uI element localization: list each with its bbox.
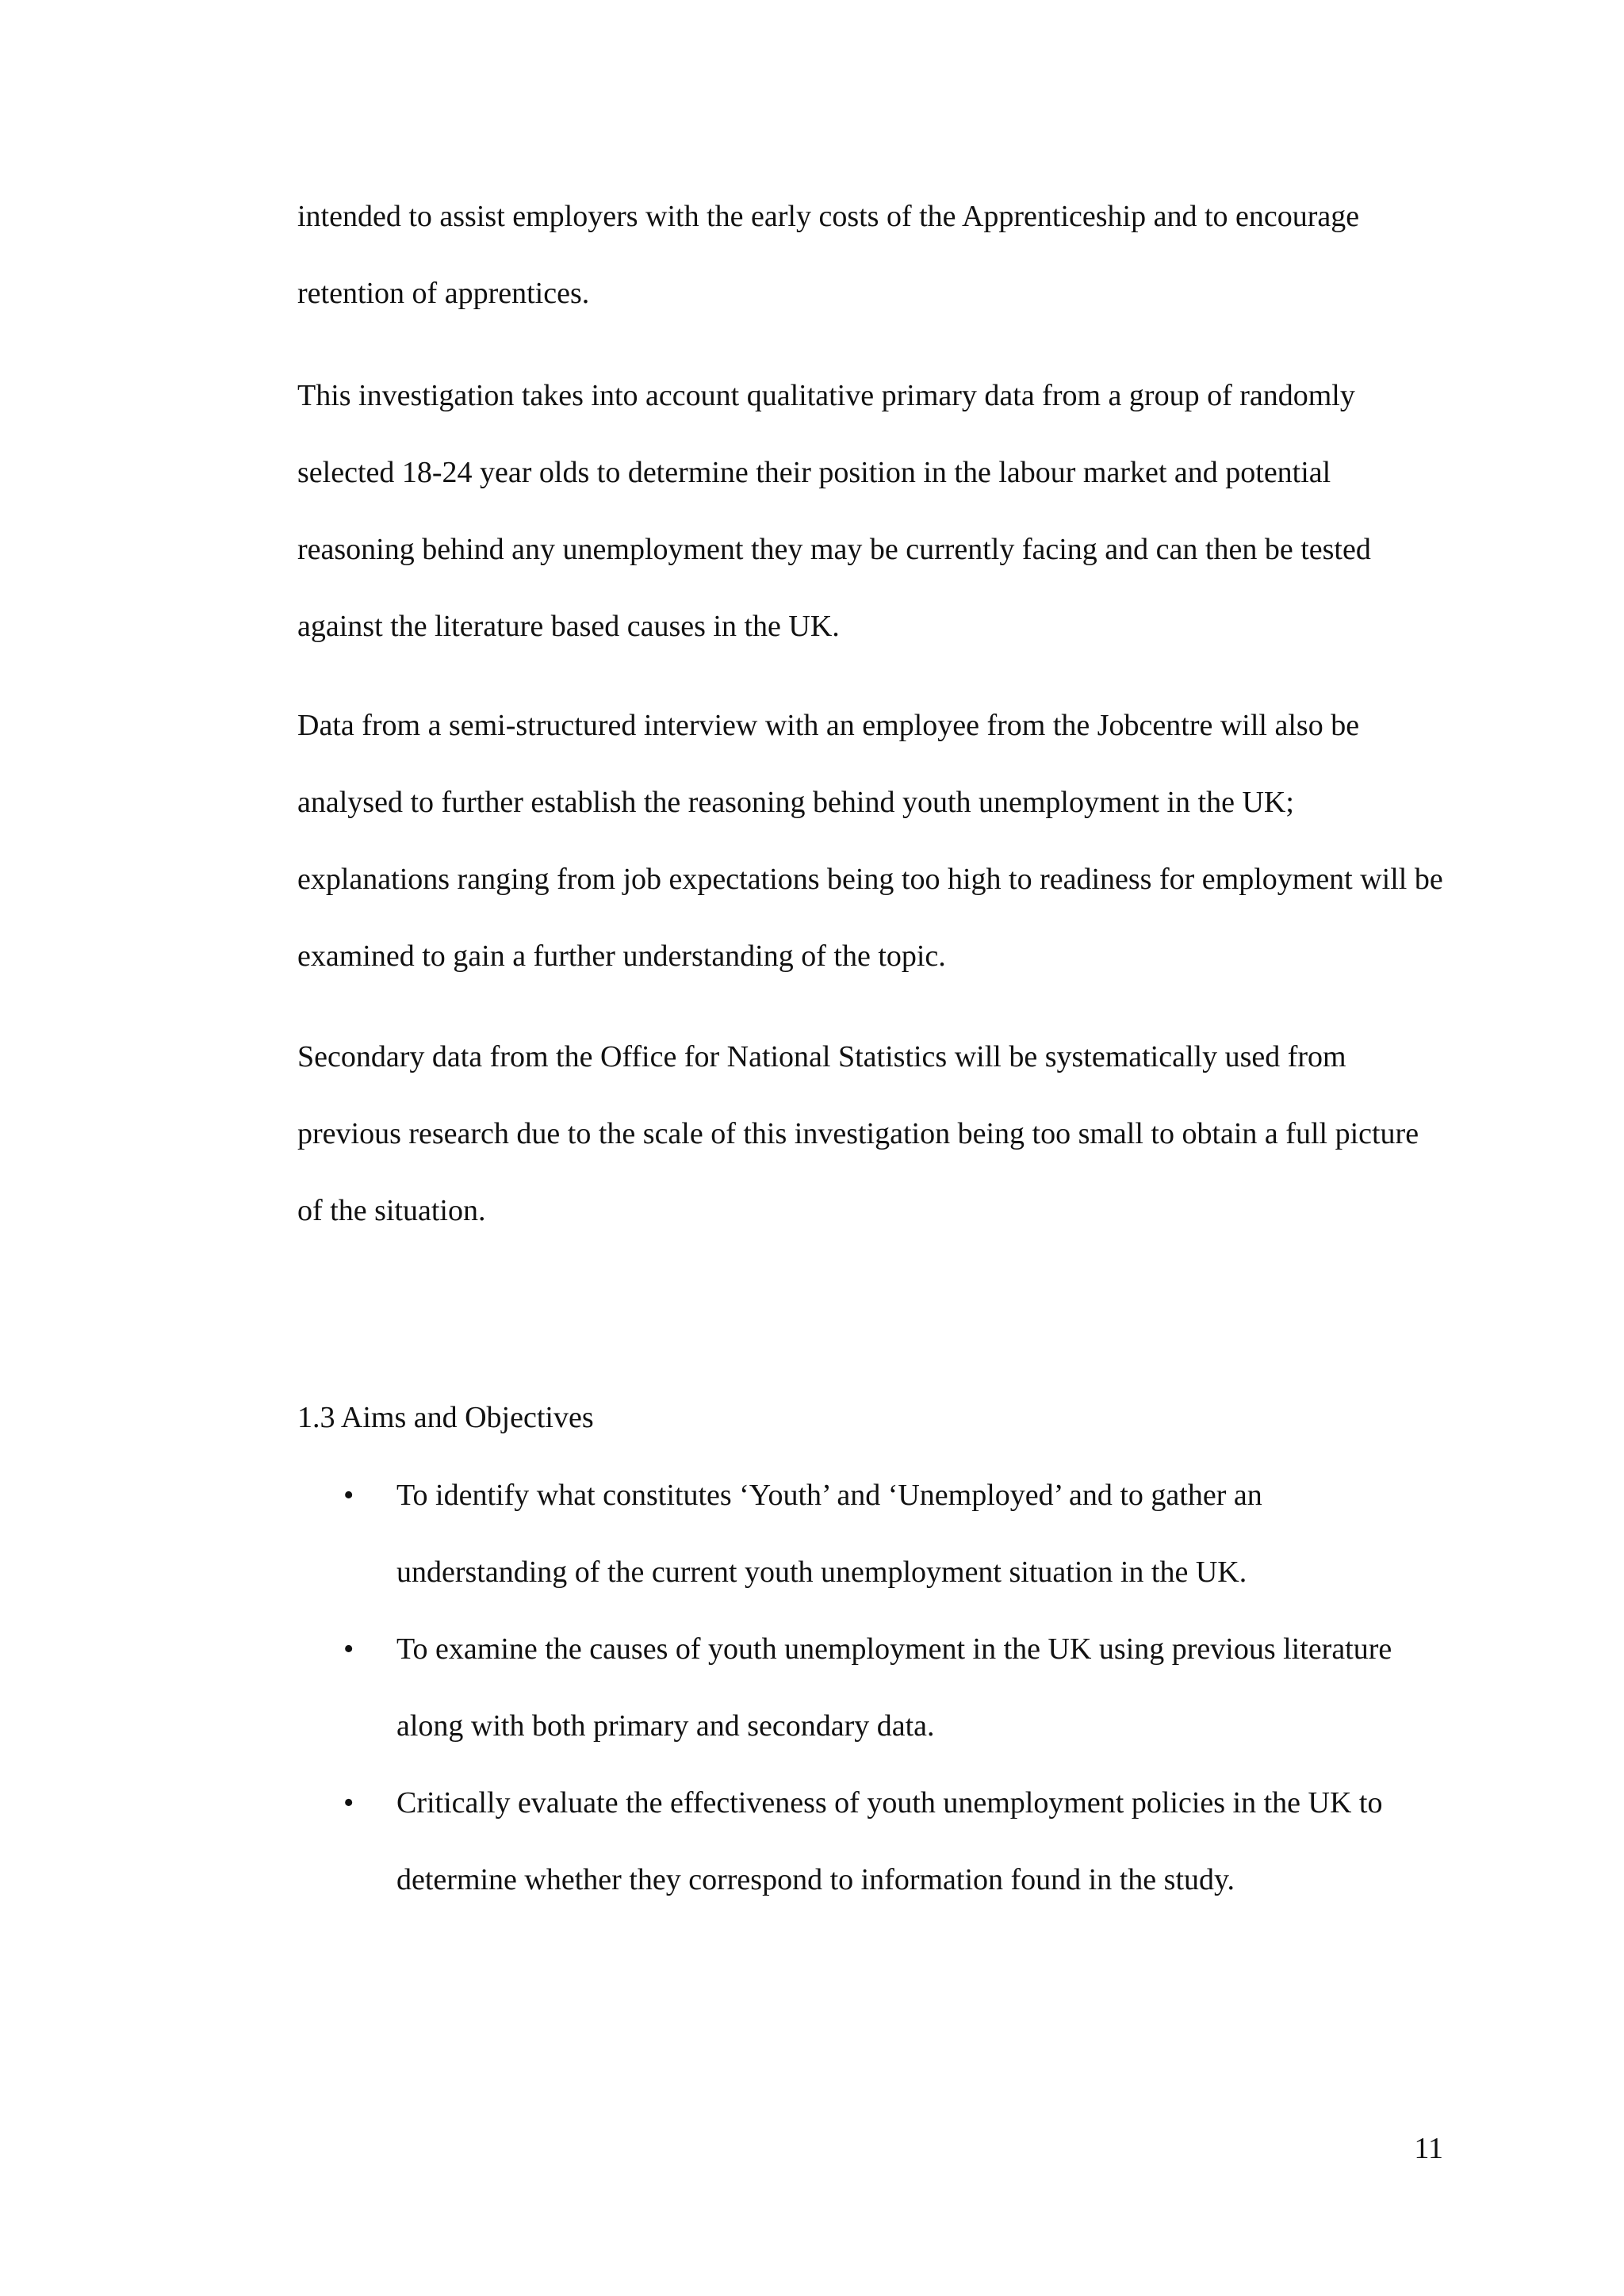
aims-bullet-list xyxy=(0,1457,1624,1919)
bullet-icon: • xyxy=(343,1786,354,1820)
list-item xyxy=(0,1611,1624,1765)
list-item-text: To examine the causes of youth unemployment in the UK using previous literature along with both primary and secondary data. xyxy=(396,1632,1392,1743)
bullet-icon: • xyxy=(343,1479,354,1512)
list-item xyxy=(0,1765,1624,1919)
section-heading-aims: 1.3 Aims and Objectives xyxy=(297,1401,594,1434)
bullet-icon: • xyxy=(343,1632,354,1666)
list-item xyxy=(0,1457,1624,1611)
list-item-text: To identify what constitutes ‘Youth’ and ‘Unemployed’ and to gather an understanding of the current youth unemployment situation in the UK. xyxy=(396,1479,1262,1589)
page-number: 11 xyxy=(1414,2132,1443,2165)
paragraph-apprenticeship-costs: intended to assist employers with the early costs of the Apprenticeship and to encourage retention of apprentices. xyxy=(297,200,1360,310)
paragraph-secondary-data: Secondary data from the Office for National Statistics will be systematically used from previous research due to the scale of this investigation being too small to obtain a full picture of the situation. xyxy=(297,1040,1419,1227)
paragraph-interview-data: Data from a semi-structured interview with an employee from the Jobcentre will also be analysed to further establish the reasoning behind youth unemployment in the UK; explanations ranging from job expectations being too high to readiness for employment will be examined to gain a further understanding of the topic. xyxy=(297,709,1443,973)
list-item-text: Critically evaluate the effectiveness of youth unemployment policies in the UK to determine whether they correspond to information found in the study. xyxy=(396,1786,1383,1896)
paragraph-primary-data: This investigation takes into account qualitative primary data from a group of randomly selected 18-24 year olds to determine their position in the labour market and potential reasoning behind any unemployment they may be currently facing and can then be tested against the literature based causes in the UK. xyxy=(297,379,1371,643)
